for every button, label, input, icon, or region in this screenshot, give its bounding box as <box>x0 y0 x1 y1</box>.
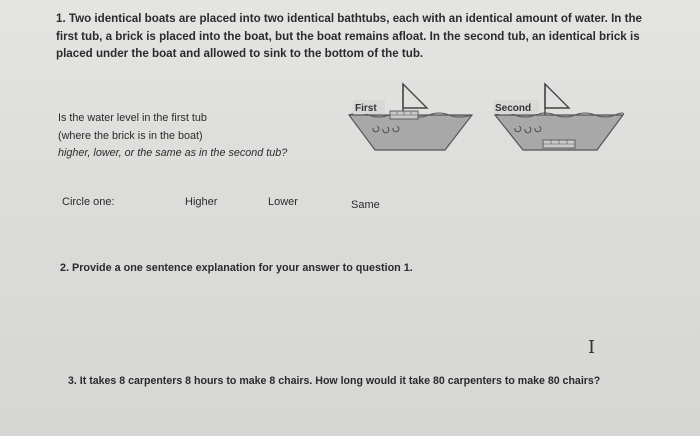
i-beam-cursor-icon: I <box>588 337 596 358</box>
first-boat-label: First <box>355 103 377 114</box>
second-boat-label: Second <box>495 103 532 114</box>
second-boat-icon <box>493 84 623 150</box>
circle-one-label: Circle one: <box>62 196 115 208</box>
question-1-prompt <box>58 110 287 163</box>
question-1-text: 1. Two identical boats are placed into two identical bathtubs, each with an identical amount of water. In the first tub, a brick is placed into the boat, but the boat remains afloat. In the second tub, an identical brick is placed under the boat and allowed to sink to the bottom of the tub. <box>56 12 642 60</box>
first-boat-icon <box>349 84 472 150</box>
prompt-line-3: higher, lower, or the same as in the second tub? <box>58 147 288 159</box>
boats-figure <box>345 78 630 160</box>
prompt-line-1: Is the water level in the first tub <box>58 112 207 124</box>
option-same[interactable]: Same <box>351 199 380 211</box>
question-2-text: 2. Provide a one sentence explanation for your answer to question 1. <box>60 262 413 274</box>
option-lower[interactable]: Lower <box>268 196 298 208</box>
prompt-line-2: (where the brick is in the boat) <box>58 129 203 142</box>
question-3-text: 3. It takes 8 carpenters 8 hours to make 8 chairs. How long would it take 80 carpenters to make 80 chairs? <box>68 375 601 387</box>
option-higher[interactable]: Higher <box>185 196 218 208</box>
